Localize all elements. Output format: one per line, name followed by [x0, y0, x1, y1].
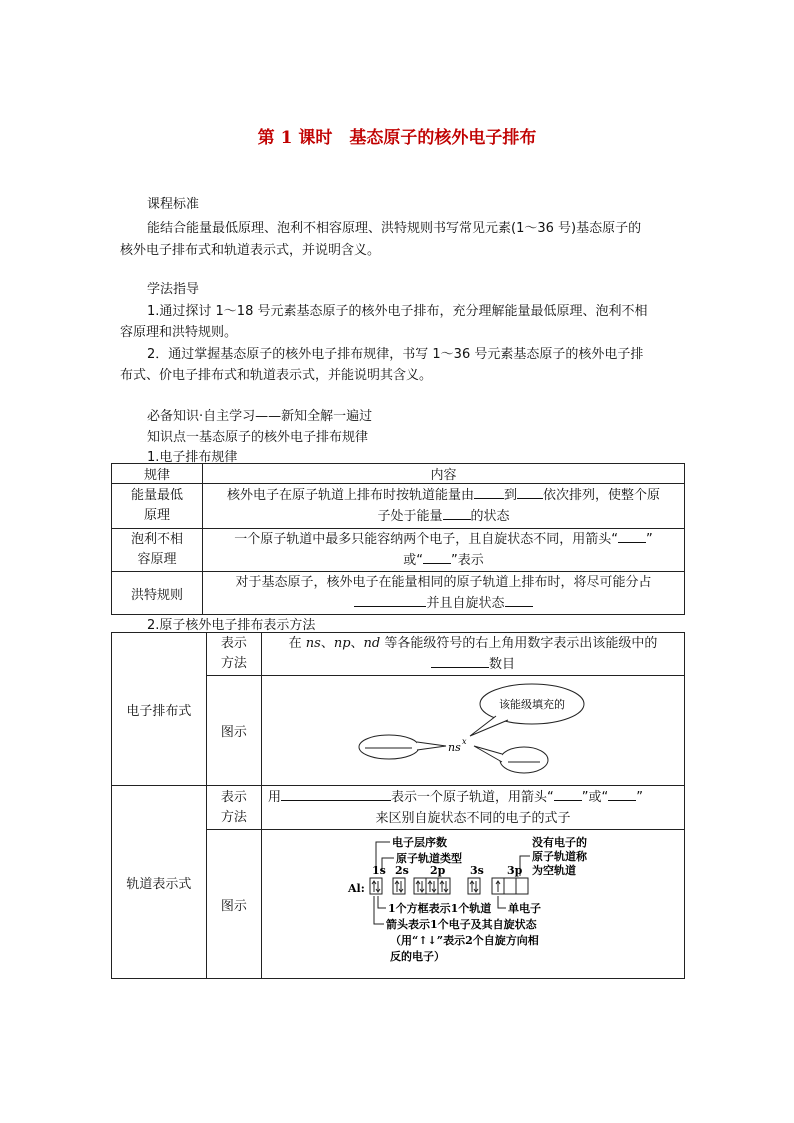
rule-name: 泡利不相	[130, 532, 183, 547]
orbital-type-label: 原子轨道类型	[396, 852, 462, 865]
method-text: 在	[288, 636, 302, 651]
method-label: 方法	[220, 809, 247, 825]
fill-blank[interactable]	[554, 788, 582, 801]
element-symbol: Al:	[348, 882, 365, 895]
table-row	[112, 572, 685, 615]
single-electron-note: 单电子	[508, 902, 541, 915]
table-header-rule: 规律	[112, 464, 203, 484]
orbital-box	[414, 878, 426, 894]
electron-config-diagram	[262, 676, 684, 781]
orbital-box	[426, 878, 438, 894]
rule-text: ”表示	[451, 553, 484, 568]
fill-blank[interactable]	[431, 655, 489, 668]
section-heading-course-standard: 课程标准	[147, 197, 200, 212]
knowledge-heading: 必备知识·自主学习——新知全解一遍过	[147, 409, 373, 424]
shell-number-label: 电子层序数	[392, 836, 447, 849]
rule-text: 一个原子轨道中最多只能容纳两个电子，且自旋状态不同，用箭头“	[234, 532, 618, 547]
method-text: 等各能级符号的右上角用数字表示出该能级中的	[380, 636, 658, 651]
course-standard-text-2: 核外电子排布式和轨道表示式，并说明含义。	[120, 243, 381, 258]
fill-blank[interactable]	[443, 507, 471, 520]
method-text: 表示一个原子轨道，用箭头“	[391, 789, 554, 805]
rule-name: 容原理	[137, 552, 177, 567]
rules-table	[111, 463, 685, 615]
callout-bubble-bottom	[500, 747, 548, 773]
fill-blank[interactable]	[423, 551, 451, 564]
method-text: ”	[636, 789, 643, 805]
bubble-label: 该能级填充的	[499, 698, 565, 711]
orbital-box	[468, 878, 480, 894]
fill-blank[interactable]	[281, 788, 391, 801]
electron-config-label: 电子排布式	[112, 633, 207, 786]
fill-blank[interactable]	[505, 594, 533, 607]
orbital-np: np	[333, 636, 351, 651]
fill-blank[interactable]	[618, 530, 646, 543]
orbital-diagram	[262, 830, 684, 974]
method-label: 表示	[220, 636, 247, 651]
arrow-note-2: （用“↑↓”表示2个自旋方向相	[390, 934, 539, 947]
ns-superscript: x	[462, 737, 467, 746]
rule-name: 洪特规则	[112, 572, 203, 615]
ns-symbol: ns	[448, 741, 461, 754]
orbital-1s-label: 1s	[372, 864, 386, 877]
method-label: 方法	[220, 656, 247, 671]
rule-text: 的状态	[470, 509, 510, 524]
study-method-item-1a: 1.通过探讨 1～18 号元素基态原子的核外电子排布，充分理解能量最低原理、泡利不相	[147, 304, 648, 319]
orbital-nd: nd	[363, 636, 381, 651]
orbital-3p-label: 3p	[507, 864, 523, 877]
rule-name: 能量最低	[130, 488, 183, 503]
knowledge-point-heading: 知识点一基态原子的核外电子排布规律	[147, 430, 369, 445]
rule-text: ”	[646, 532, 653, 547]
representation-table	[111, 632, 685, 979]
rule-text: 核外电子在原子轨道上排布时按轨道能量由	[226, 488, 474, 503]
page-title: 第 1 课时 基态原子的核外电子排布	[257, 128, 537, 148]
rule-text: 子处于能量	[377, 509, 443, 524]
table-header-content: 内容	[203, 464, 685, 484]
separator: 、	[350, 636, 364, 651]
table-row	[112, 484, 685, 529]
box-note: 1个方框表示1个轨道	[388, 902, 492, 915]
rule-text: 并且自旋状态	[426, 596, 505, 611]
table-row	[112, 529, 685, 572]
orbital-diagram-label: 轨道表示式	[112, 786, 207, 979]
orbital-box	[370, 878, 382, 894]
fill-blank[interactable]	[474, 486, 504, 499]
rules-subheading: 1.电子排布规律	[147, 450, 238, 465]
diagram-label: 图示	[206, 676, 261, 786]
study-method-item-2a: 2．通过掌握基态原子的核外电子排布规律，书写 1～36 号元素基态原子的核外电子排	[147, 347, 644, 362]
rule-text: 或“	[403, 553, 423, 568]
representation-subheading: 2.原子核外电子排布表示方法	[147, 618, 316, 633]
orbital-box	[504, 878, 516, 894]
study-method-item-2b: 布式、价电子排布式和轨道表示式，并能说明其含义。	[120, 368, 433, 383]
section-heading-study-method: 学法指导	[147, 282, 200, 297]
arrow-note-1: 箭头表示1个电子及其自旋状态	[386, 918, 537, 931]
orbital-ns: ns	[305, 636, 321, 651]
orbital-3s-label: 3s	[470, 864, 484, 877]
fill-blank[interactable]	[354, 594, 426, 607]
orbital-2p-label: 2p	[430, 864, 446, 877]
empty-orbital-label-2: 原子轨道称	[532, 850, 587, 863]
orbital-box	[393, 878, 405, 894]
fill-blank[interactable]	[517, 486, 543, 499]
method-text: 用	[268, 789, 282, 805]
orbital-box	[438, 878, 450, 894]
rule-text: 到	[503, 488, 517, 503]
method-text: 来区别自旋状态不同的电子的式子	[375, 810, 571, 826]
callout-bubble-left	[359, 735, 419, 759]
separator: 、	[320, 636, 334, 651]
course-standard-text-1: 能结合能量最低原理、泡利不相容原理、洪特规则书写常见元素(1～36 号)基态原子的	[147, 221, 642, 236]
method-text: ”或“	[581, 789, 609, 805]
fill-blank[interactable]	[608, 788, 636, 801]
empty-orbital-label-1: 没有电子的	[532, 836, 587, 849]
method-text: 数目	[488, 657, 515, 672]
rule-text: 依次排列，使整个原	[543, 488, 661, 503]
rule-text: 对于基态原子，核外电子在能量相同的原子轨道上排布时，将尽可能分占	[235, 575, 652, 590]
orbital-box	[516, 878, 528, 894]
method-label: 表示	[220, 789, 247, 805]
rule-name: 原理	[143, 508, 170, 523]
diagram-label: 图示	[206, 830, 261, 979]
orbital-2s-label: 2s	[395, 864, 409, 877]
study-method-item-1b: 容原理和洪特规则。	[120, 325, 238, 340]
arrow-note-3: 反的电子）	[390, 950, 445, 963]
empty-orbital-label-3: 为空轨道	[532, 864, 576, 877]
